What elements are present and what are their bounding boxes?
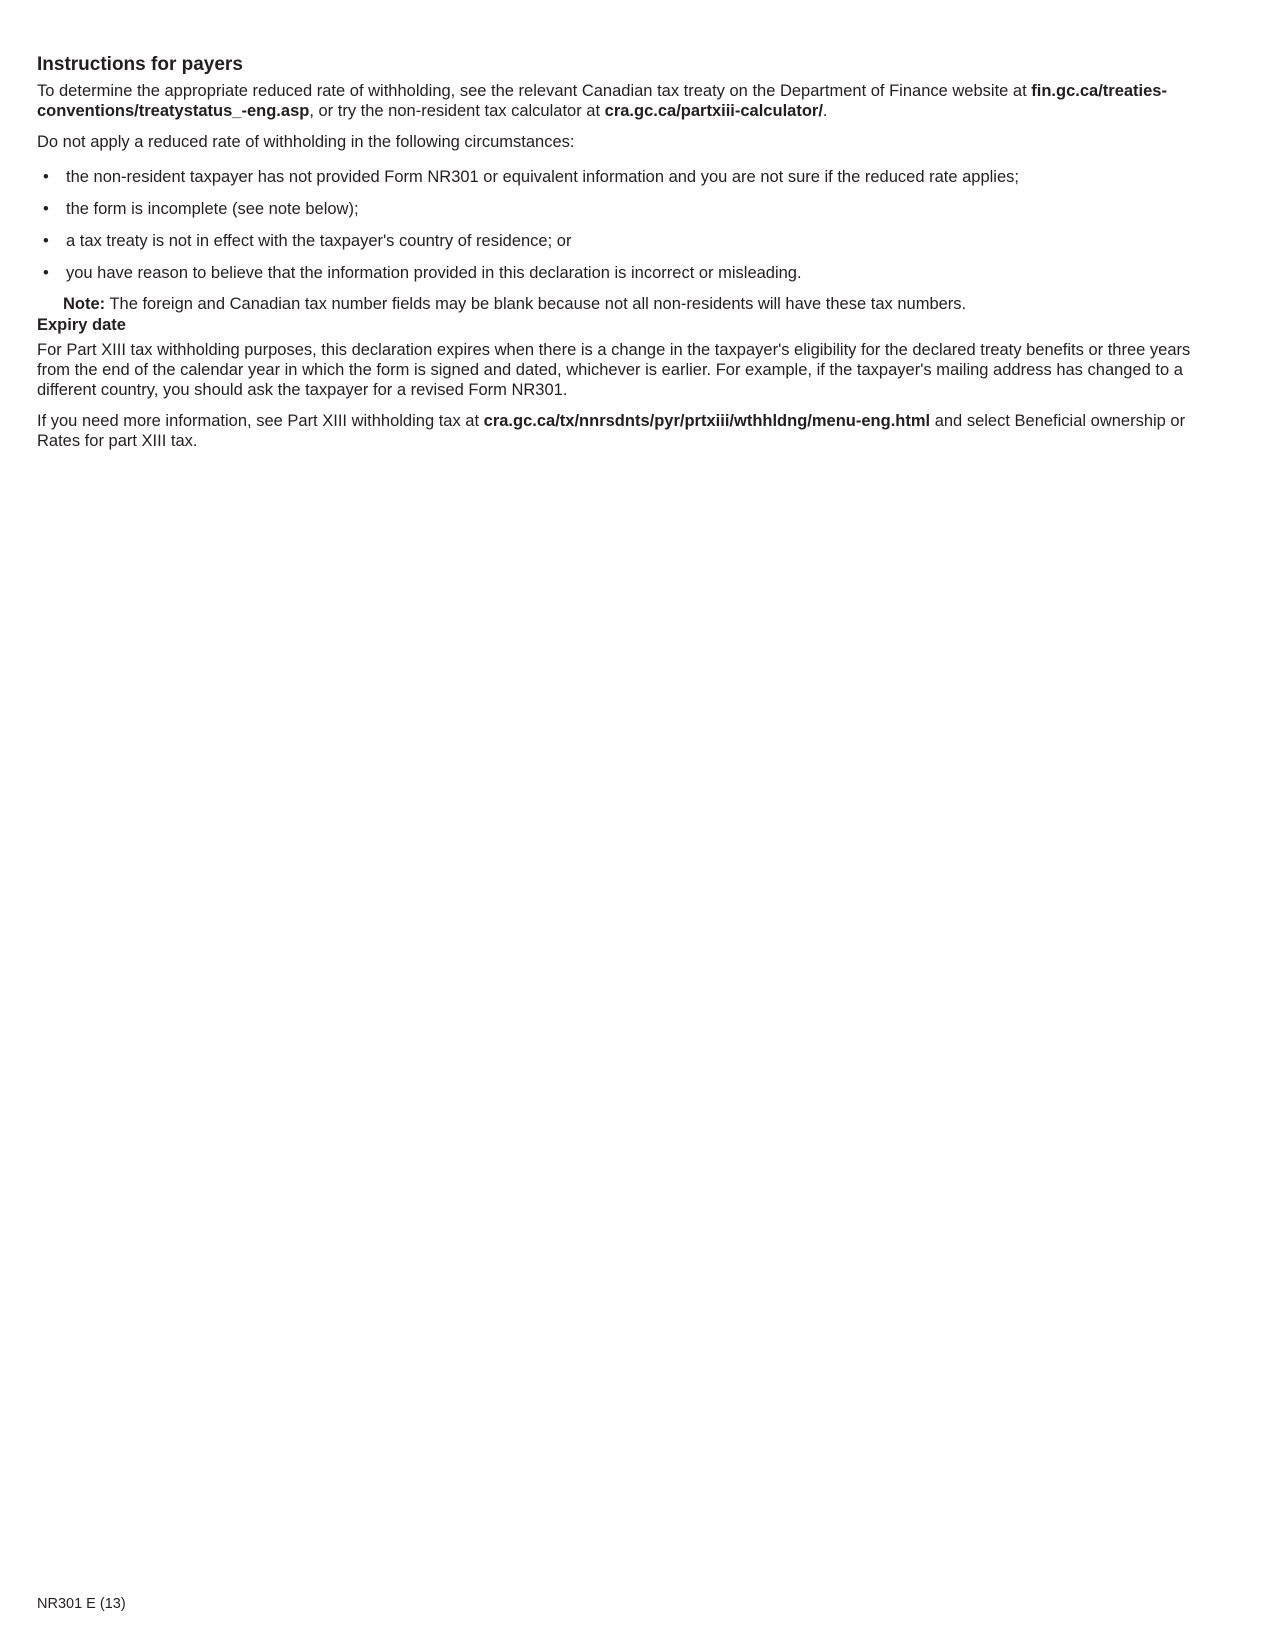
list-item xyxy=(37,263,1222,283)
finance-treaty-link[interactable]: fin.gc.ca/treaties-conventions/treatystatus_-eng.asp xyxy=(37,82,1167,120)
bullet-icon: • xyxy=(43,232,49,250)
bullet-icon: • xyxy=(43,168,49,186)
list-item xyxy=(37,167,1222,187)
intro-paragraph xyxy=(37,81,1222,121)
intro-text: To determine the appropriate reduced rate of withholding, see the relevant Canadian tax treaty on the Department of Finance website at xyxy=(37,82,1032,100)
instructions-content xyxy=(37,52,1222,451)
list-item-text: you have reason to believe that the information provided in this declaration is incorrect or misleading. xyxy=(66,264,802,282)
expiry-paragraph: For Part XIII tax withholding purposes, this declaration expires when there is a change in the taxpayer's eligibility for the declared treaty benefits or three years from the end of the calendar year in which the form is signed and dated, whichever is earlier. For example, if the taxpayer's mailing address has changed to a different country, you should ask the taxpayer for a revised Form NR301. xyxy=(37,341,1191,399)
form-id-footer: NR301 E (13) xyxy=(37,1596,126,1612)
calculator-link[interactable]: cra.gc.ca/partxiii-calculator/ xyxy=(604,102,823,120)
circumstances-list xyxy=(37,167,1222,283)
list-item-text: the form is incomplete (see note below); xyxy=(66,200,359,218)
list-item xyxy=(37,231,1222,251)
list-item-text: the non-resident taxpayer has not provided Form NR301 or equivalent information and you are not sure if the reduced rate applies; xyxy=(66,168,1019,186)
more-info-text: If you need more information, see Part XIII withholding tax at xyxy=(37,412,484,430)
more-info-paragraph xyxy=(37,411,1222,451)
intro-end-text: . xyxy=(822,102,828,120)
bullet-icon: • xyxy=(43,264,49,282)
bullet-icon: • xyxy=(43,200,49,218)
list-item-text: a tax treaty is not in effect with the taxpayer's country of residence; or xyxy=(66,232,572,250)
more-info-after-text: and select Beneficial ownership or Rates for part XIII tax. xyxy=(37,412,1186,450)
note-text: The foreign and Canadian tax number fields may be blank because not all non-residents will have these tax numbers. xyxy=(105,295,967,313)
list-item xyxy=(37,199,1222,219)
expiry-date-title: Expiry date xyxy=(37,316,126,334)
intro-between-text: , or try the non-resident tax calculator at xyxy=(309,102,605,120)
note-paragraph xyxy=(37,294,1222,314)
note-label: Note: xyxy=(63,295,106,313)
do-not-apply-text: Do not apply a reduced rate of withholding in the following circumstances: xyxy=(37,133,575,151)
withholding-tax-link[interactable]: cra.gc.ca/tx/nnrsdnts/pyr/prtxiii/wthhldng/menu-eng.html xyxy=(483,412,931,430)
instructions-title: Instructions for payers xyxy=(37,54,243,75)
